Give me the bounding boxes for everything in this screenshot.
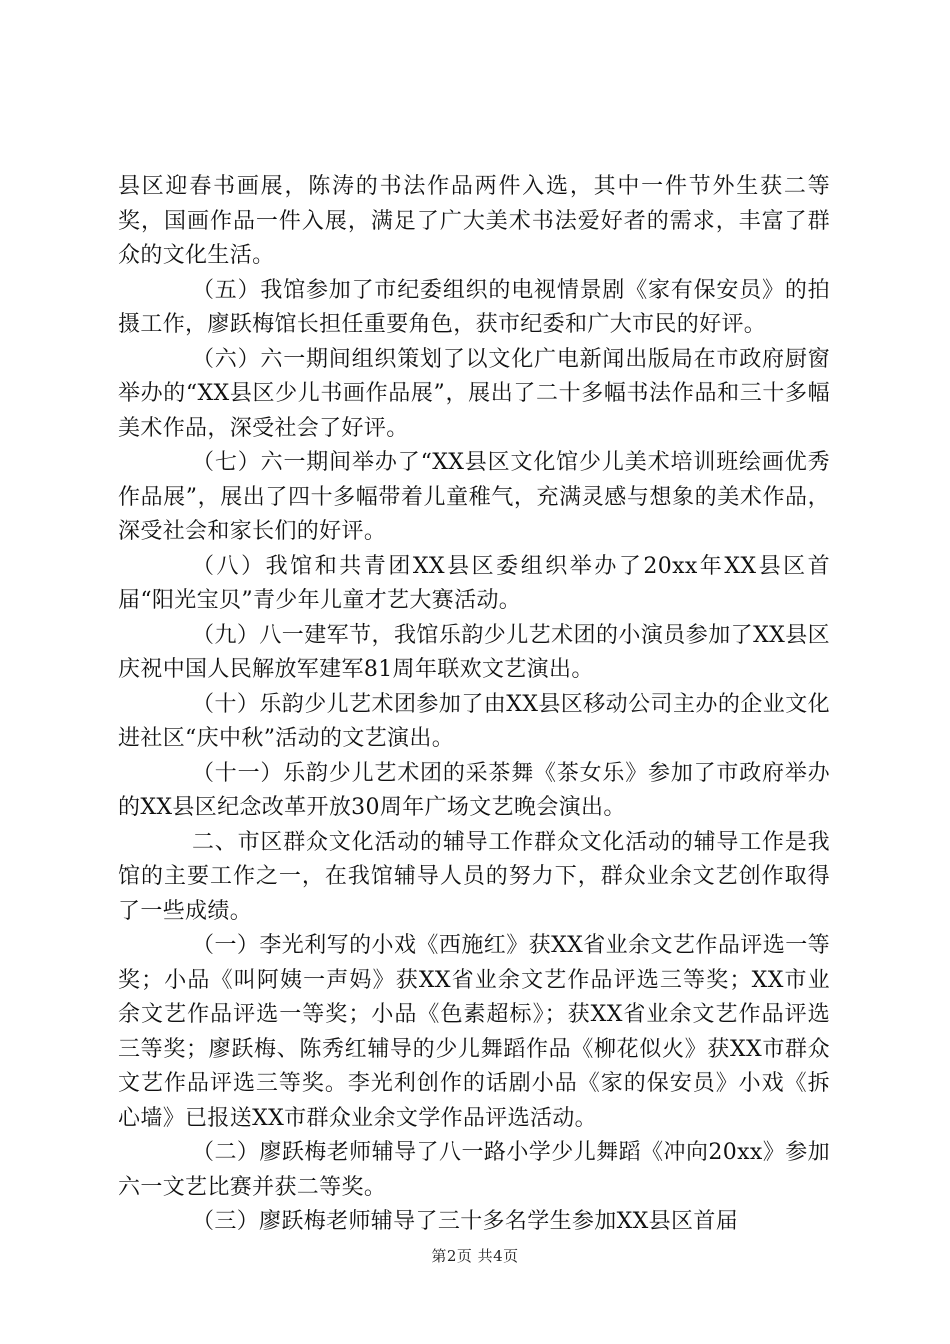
paragraph-continuation: 县区迎春书画展，陈涛的书法作品两件入选，其中一件节外生获二等奖，国画作品一件入展，满足了广大美术书法爱好者的需求，丰富了群众的文化生活。 (118, 174, 830, 268)
paragraph-item-6: （六）六一期间组织策划了以文化广电新闻出版局在市政府厨窗举办的“XX县区少儿书画作品展”，展出了二十多幅书法作品和三十多幅美术作品，深受社会了好评。 (118, 346, 830, 441)
paragraph-sub-2: （二）廖跃梅老师辅导了八一路小学少儿舞蹈《冲向20xx》参加六一文艺比赛并获二等奖。 (118, 1140, 830, 1200)
paragraph-item-10: （十）乐韵少儿艺术团参加了由XX县区移动公司主办的企业文化进社区“庆中秋”活动的文艺演出。 (118, 691, 830, 751)
page-number-footer: 第2页 共4页 (431, 1247, 519, 1265)
paragraph-item-9: （九）八一建军节，我馆乐韵少儿艺术团的小演员参加了XX县区庆祝中国人民解放军建军81周年联欢文艺演出。 (118, 622, 830, 682)
paragraph-item-8: （八）我馆和共青团XX县区委组织举办了20xx年XX县区首届“阳光宝贝”青少年儿童才艺大赛活动。 (118, 553, 830, 613)
section-heading-2: 二、市区群众文化活动的辅导工作群众文化活动的辅导工作是我馆的主要工作之一，在我馆辅导人员的努力下，群众业余文艺创作取得了一些成绩。 (118, 829, 830, 924)
document-body (118, 170, 830, 1240)
paragraph-item-11: （十一）乐韵少儿艺术团的采茶舞《茶女乐》参加了市政府举办的XX县区纪念改革开放30周年广场文艺晚会演出。 (118, 760, 830, 820)
paragraph-sub-3: （三）廖跃梅老师辅导了三十多名学生参加XX县区首届 (192, 1209, 739, 1234)
paragraph-sub-1: （一）李光利写的小戏《西施红》获XX省业余文艺作品评选一等奖；小品《叫阿姨一声妈》获XX省业余文艺作品评选三等奖；XX市业余文艺作品评选一等奖；小品《色素超标》；获XX省业余文艺作品评选三等奖；廖跃梅、陈秀红辅导的少儿舞蹈作品《柳花似火》获XX市群众文艺作品评选三等奖。李光利创作的话剧小品《家的保安员》小戏《拆心墙》已报送XX市群众业余文学作品评选活动。 (118, 933, 830, 1131)
paragraph-item-5: （五）我馆参加了市纪委组织的电视情景剧《家有保安员》的拍摄工作，廖跃梅馆长担任重要角色，获市纪委和广大市民的好评。 (118, 277, 830, 337)
paragraph-item-7: （七）六一期间举办了“XX县区文化馆少儿美术培训班绘画优秀作品展”，展出了四十多幅带着儿童稚气，充满灵感与想象的美术作品，深受社会和家长们的好评。 (118, 450, 830, 544)
